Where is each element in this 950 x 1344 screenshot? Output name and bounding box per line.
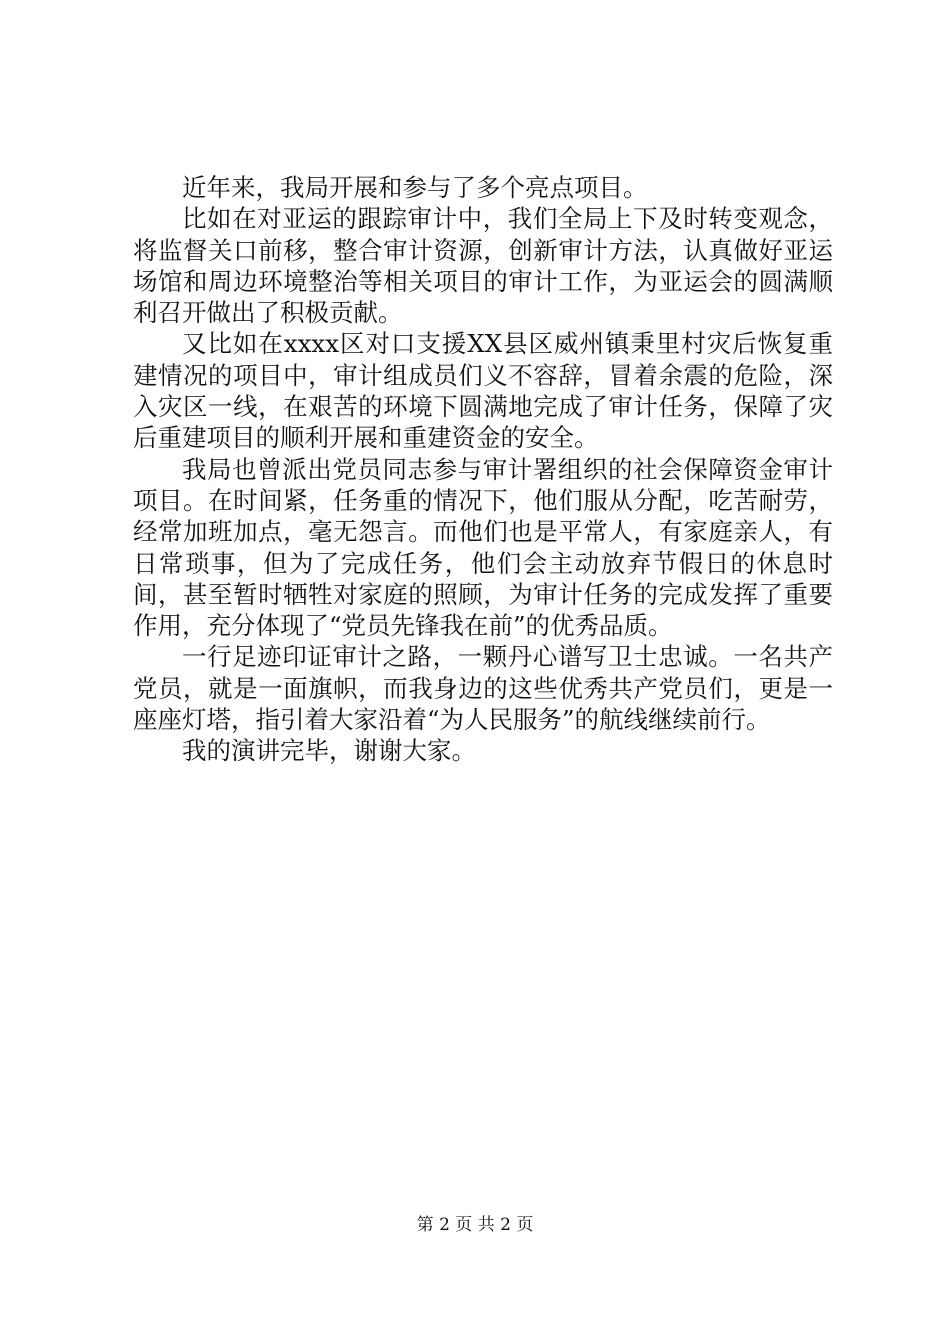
paragraph-reconstruction-audit: 又比如在xxxx区对口支援XX县区威州镇秉里村灾后恢复重建情况的项目中，审计组成员们义不容辞，冒着余震的危险，深入灾区一线，在艰苦的环境下圆满地完成了审计任务，保障了灾后重建项目的顺利开展和重建资金的安全。 <box>133 329 833 453</box>
paragraph-asian-games-audit: 比如在对亚运的跟踪审计中，我们全局上下及时转变观念，将监督关口前移，整合审计资源，创新审计方法，认真做好亚运场馆和周边环境整治等相关项目的审计工作，为亚运会的圆满顺利召开做出了积极贡献。 <box>133 204 833 328</box>
paragraph-social-security-audit: 我局也曾派出党员同志参与审计署组织的社会保障资金审计项目。在时间紧，任务重的情况下，他们服从分配，吃苦耐劳，经常加班加点，毫无怨言。而他们也是平常人，有家庭亲人，有日常琐事，但为了完成任务，他们会主动放弃节假日的休息时间，甚至暂时牺牲对家庭的照顾，为审计任务的完成发挥了重要作用，充分体现了“党员先锋我在前”的优秀品质。 <box>133 454 833 641</box>
paragraph-closing: 我的演讲完毕，谢谢大家。 <box>182 736 476 766</box>
document-body <box>133 172 833 767</box>
page-footer: 第 2 页 共 2 页 <box>416 1215 534 1235</box>
paragraph-intro: 近年来，我局开展和参与了多个亮点项目。 <box>182 173 648 202</box>
paragraph-conclusion: 一行足迹印证审计之路，一颗丹心谱写卫士忠诚。一名共产党员，就是一面旗帜，而我身边的这些优秀共产党员们，更是一座座灯塔，指引着大家沿着“为人民服务”的航线继续前行。 <box>133 642 833 735</box>
